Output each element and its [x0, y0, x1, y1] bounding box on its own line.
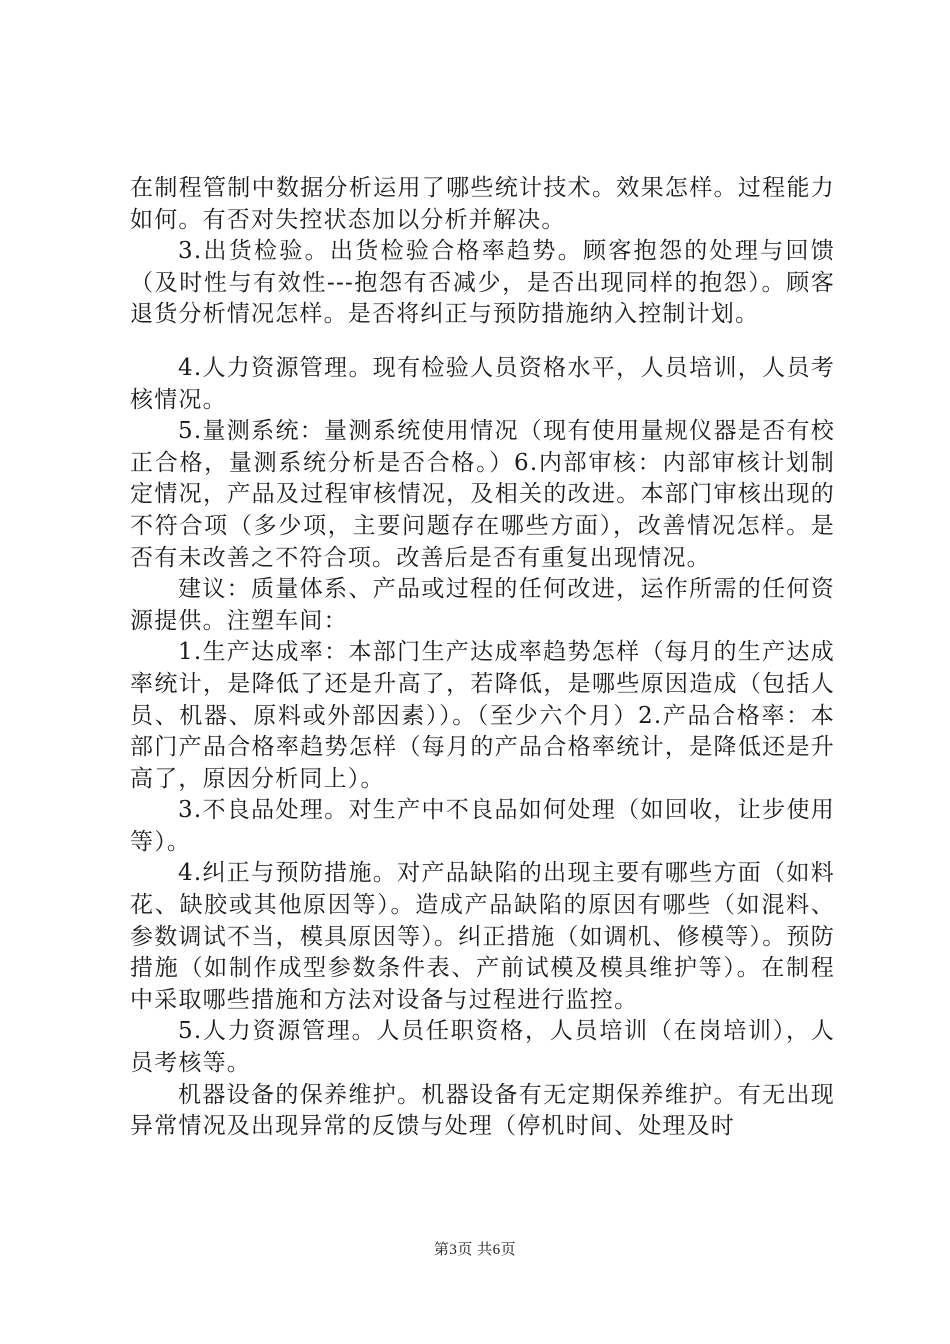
paragraph-quality-process-control: 在制程管制中数据分析运用了哪些统计技术。效果怎样。过程能力如何。有否对失控状态加以分析并解决。 — [130, 175, 835, 233]
paragraph-hr-management: 5.人力资源管理。人员任职资格，人员培训（在岗培训），人员考核等。 — [130, 1018, 835, 1077]
paragraph-equipment-maintenance: 机器设备的保养维护。机器设备有无定期保养维护。有无出现异常情况及出现异常的反馈与处理（停机时间、处理及时 — [130, 1081, 835, 1140]
paragraph-suggestions: 建议：质量体系、产品或过程的任何改进，运作所需的任何资源提供。注塑车间： — [130, 576, 835, 634]
page-footer — [0, 1238, 950, 1259]
paragraph-measurement-system-audit: 5.量测系统：量测系统使用情况（现有使用量规仪器是否有校正合格，量测系统分析是否合格。）6.内部审核：内部审核计划制定情况，产品及过程审核情况，及相关的改进。本部门审核出现的不符合项（多少项，主要问题存在哪些方面），改善情况怎样。是否有未改善之不符合项。改善后是否有重复出现情况。 — [130, 418, 835, 571]
page-number-label: 第3页 共6页 — [433, 1242, 517, 1258]
paragraph-production-rate: 1.生产达成率：本部门生产达成率趋势怎样（每月的生产达成率统计，是降低了还是升高了，若降低，是哪些原因造成（包括人员、机器、原料或外部因素））。（至少六个月）2.产品合格率：本部门产品合格率趋势怎样（每月的产品合格率统计，是降低还是升高了，原因分析同上）。 — [130, 639, 835, 792]
paragraph-defective-handling: 3.不良品处理。对生产中不良品如何处理（如回收，让步使用等）。 — [130, 797, 835, 855]
paragraph-corrective-preventive: 4.纠正与预防措施。对产品缺陷的出现主要有哪些方面（如料花、缺胶或其他原因等）。造成产品缺陷的原因有哪些（如混料、参数调试不当，模具原因等）。纠正措施（如调机、修模等）。预防措施（如制作成型参数条件表、产前试模及模具维护等）。在制程中采取哪些措施和方法对设备与过程进行监控。 — [130, 860, 835, 1013]
document-body — [130, 173, 835, 1143]
paragraph-outgoing-inspection: 3.出货检验。出货检验合格率趋势。顾客抱怨的处理与回馈（及时性与有效性---抱怨有否减少，是否出现同样的抱怨）。顾客退货分析情况怎样。是否将纠正与预防措施纳入控制计划。 — [130, 238, 835, 328]
paragraph-hr-inspection-staff: 4.人力资源管理。现有检验人员资格水平，人员培训，人员考核情况。 — [130, 354, 835, 413]
